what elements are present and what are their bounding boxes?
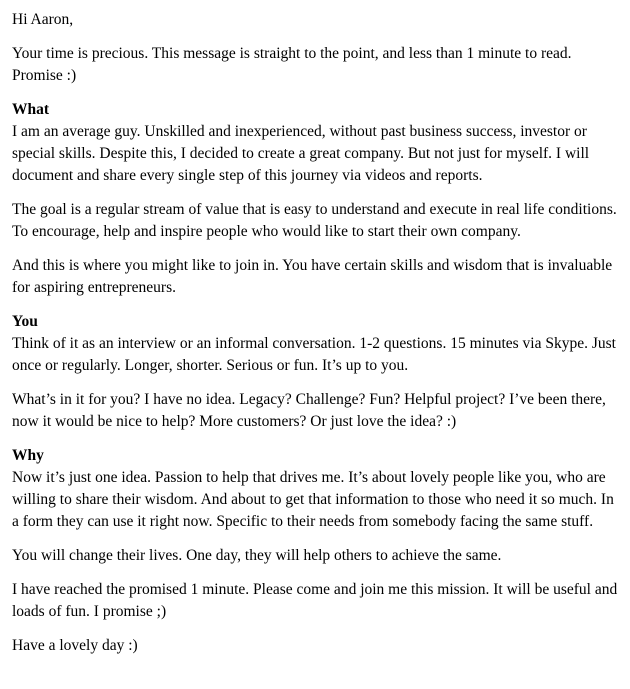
section-why — [12, 445, 618, 623]
what-paragraph-3: And this is where you might like to join in. You have certain skills and wisdom that is invaluable for aspiring entrepreneurs. — [12, 257, 613, 296]
section-heading-what: What — [12, 101, 50, 118]
closing-line: Have a lovely day :) — [12, 637, 138, 654]
why-paragraph-1: Now it’s just one idea. Passion to help that drives me. It’s about lovely people like you, who are willing to share their wisdom. And about to get that information to those who need it so much. In a form they can use it right now. Specific to their needs from somebody facing the same stuff. — [12, 469, 614, 530]
why-paragraph-2: You will change their lives. One day, they will help others to achieve the same. — [12, 547, 502, 564]
you-paragraph-2: What’s in it for you? I have no idea. Legacy? Challenge? Fun? Helpful project? I’ve been there, now it would be nice to help? More customers? Or just love the idea? :) — [12, 391, 606, 430]
intro-paragraph: Your time is precious. This message is straight to the point, and less than 1 minute to read. Promise :) — [12, 45, 572, 84]
section-you — [12, 311, 618, 433]
section-heading-why: Why — [12, 447, 44, 464]
what-paragraph-1: I am an average guy. Unskilled and inexperienced, without past business success, investor or special skills. Despite this, I decided to create a great company. But not just for myself. I will document and share every single step of this journey via videos and reports. — [12, 123, 590, 184]
greeting: Hi Aaron, — [12, 11, 74, 28]
section-heading-you: You — [12, 313, 38, 330]
what-paragraph-2: The goal is a regular stream of value that is easy to understand and execute in real life conditions. To encourage, help and inspire people who would like to start their own company. — [12, 201, 617, 240]
why-paragraph-3: I have reached the promised 1 minute. Please come and join me this mission. It will be useful and loads of fun. I promise ;) — [12, 581, 618, 620]
section-what — [12, 99, 618, 299]
you-paragraph-1: Think of it as an interview or an informal conversation. 1-2 questions. 15 minutes via Skype. Just once or regularly. Longer, shorter. Serious or fun. It’s up to you. — [12, 335, 616, 374]
